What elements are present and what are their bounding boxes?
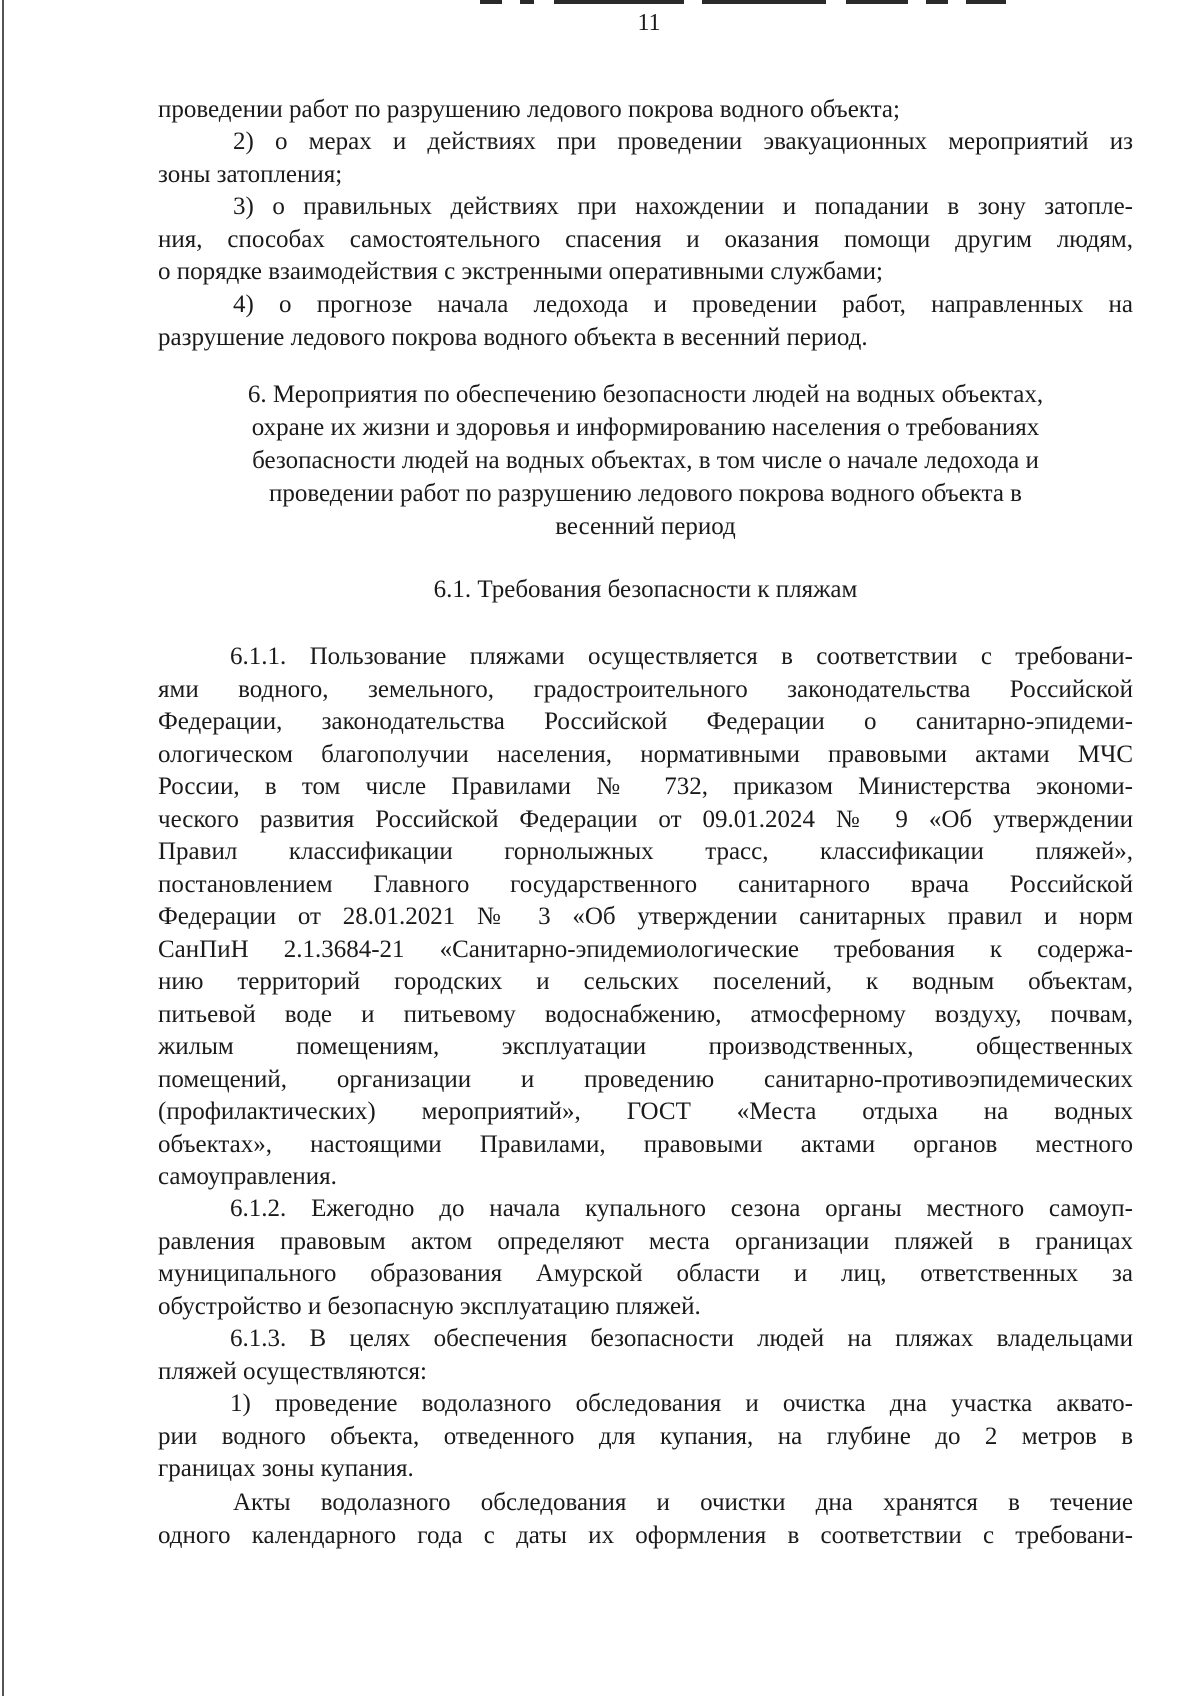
text-line: помещений, организации и проведению санитарно-противоэпидемических	[158, 1065, 1133, 1093]
text-line: нию территорий городских и сельских поселений, к водным объектам,	[158, 968, 1133, 995]
text-line: жилым помещениям, эксплуатации производственных, общественных	[158, 1033, 1133, 1060]
text-line: Акты водолазного обследования и очистки дна хранятся в течение	[233, 1489, 1133, 1516]
text-line: питьевой воде и питьевому водоснабжению, атмосферному воздуху, почвам,	[158, 1000, 1133, 1028]
list-item-2	[158, 126, 1133, 191]
text-line: разрушение ледового покрова водного объекта в весенний период.	[158, 323, 868, 351]
text-line: Федерации, законодательства Российской Федерации о санитарно-эпидеми-	[158, 708, 1133, 735]
text-line: равления правовым актом определяют места организации пляжей в границах	[158, 1227, 1133, 1255]
text-line: Правил классификации горнолыжных трасс, классификации пляжей»,	[158, 838, 1133, 865]
text-line: пляжей осуществляются:	[158, 1357, 427, 1385]
heading-line: охране их жизни и здоровья и информированию населения о требованиях	[251, 414, 1040, 441]
text-line: постановлением Главного государственного санитарного врача Российской	[158, 870, 1133, 898]
text-line: проведении работ по разрушению ледового покрова водного объекта;	[158, 96, 900, 123]
heading-line: 6.1. Требования безопасности к пляжам	[433, 576, 858, 603]
page-number: 11	[637, 10, 661, 36]
text-line: Федерации от 28.01.2021 № 3 «Об утверждении санитарных правил и норм	[158, 903, 1133, 930]
text-line: границах зоны купания.	[158, 1455, 414, 1482]
text-line: СанПиН 2.1.3684-21 «Санитарно-эпидемиологические требования к содержа-	[158, 935, 1133, 963]
text-line: одного календарного года с даты их оформления в соответствии с требовани-	[158, 1521, 1133, 1549]
paragraph-6-1-3	[158, 1323, 1133, 1388]
text-line: самоуправления.	[158, 1163, 337, 1190]
text-line: ния, способах самостоятельного спасения и оказания помощи другим людям,	[158, 225, 1133, 253]
text-line: рии водного объекта, отведенного для купания, на глубине до 2 метров в	[158, 1422, 1133, 1450]
paragraph-6-1-2	[158, 1193, 1133, 1323]
paragraph-6-1-1	[158, 641, 1133, 1194]
text-line: 3) о правильных действиях при нахождении и попадании в зону затопле-	[233, 193, 1133, 220]
text-line: 4) о прогнозе начала ледохода и проведении работ, направленных на	[233, 291, 1133, 318]
text-line: муниципального образования Амурской области и лиц, ответственных за	[158, 1260, 1133, 1287]
section-heading	[158, 378, 1133, 543]
list-item-4	[158, 289, 1133, 354]
heading-line: 6. Мероприятия по обеспечению безопасности людей на водных объектах,	[247, 381, 1044, 408]
text-line: ологическом благополучии населения, нормативными правовыми актами МЧС	[158, 740, 1133, 768]
text-line: 6.1.2. Ежегодно до начала купального сезона органы местного самоуп-	[230, 1195, 1133, 1222]
text-line: России, в том числе Правилами № 732, приказом Министерства экономи-	[158, 773, 1133, 800]
scan-edge-line	[2, 0, 4, 1696]
text-line: ческого развития Российской Федерации от 09.01.2024 № 9 «Об утверждении	[158, 805, 1133, 833]
text-line: о порядке взаимодействия с экстренными оперативными службами;	[158, 258, 883, 285]
heading-line: проведении работ по разрушению ледового покрова водного объекта в	[268, 480, 1022, 507]
heading-line: весенний период	[555, 513, 736, 540]
acts-paragraph	[158, 1487, 1133, 1552]
text-line: 2) о мерах и действиях при проведении эвакуационных мероприятий из	[233, 128, 1133, 155]
text-line: (профилактических) мероприятий», ГОСТ «Места отдыха на водных	[158, 1098, 1133, 1125]
list-item-1	[158, 1388, 1133, 1486]
list-item-3	[158, 191, 1133, 289]
subsection-heading	[158, 574, 1133, 607]
continued-list-item	[158, 94, 1133, 127]
text-line: 6.1.3. В целях обеспечения безопасности людей на пляжах владельцами	[230, 1325, 1133, 1352]
text-line: объектах», настоящими Правилами, правовыми актами органов местного	[158, 1130, 1133, 1158]
heading-line: безопасности людей на водных объектах, в том числе о начале ледохода и	[252, 447, 1039, 474]
text-line: обустройство и безопасную эксплуатацию пляжей.	[158, 1292, 701, 1320]
text-line: 6.1.1. Пользование пляжами осуществляется в соответствии с требовани-	[230, 643, 1133, 670]
text-line: ями водного, земельного, градостроительного законодательства Российской	[158, 675, 1133, 703]
text-line: зоны затопления;	[158, 160, 343, 188]
scan-artifact-marks	[480, 0, 1040, 6]
text-line: 1) проведение водолазного обследования и очистка дна участка аквато-	[230, 1390, 1133, 1417]
